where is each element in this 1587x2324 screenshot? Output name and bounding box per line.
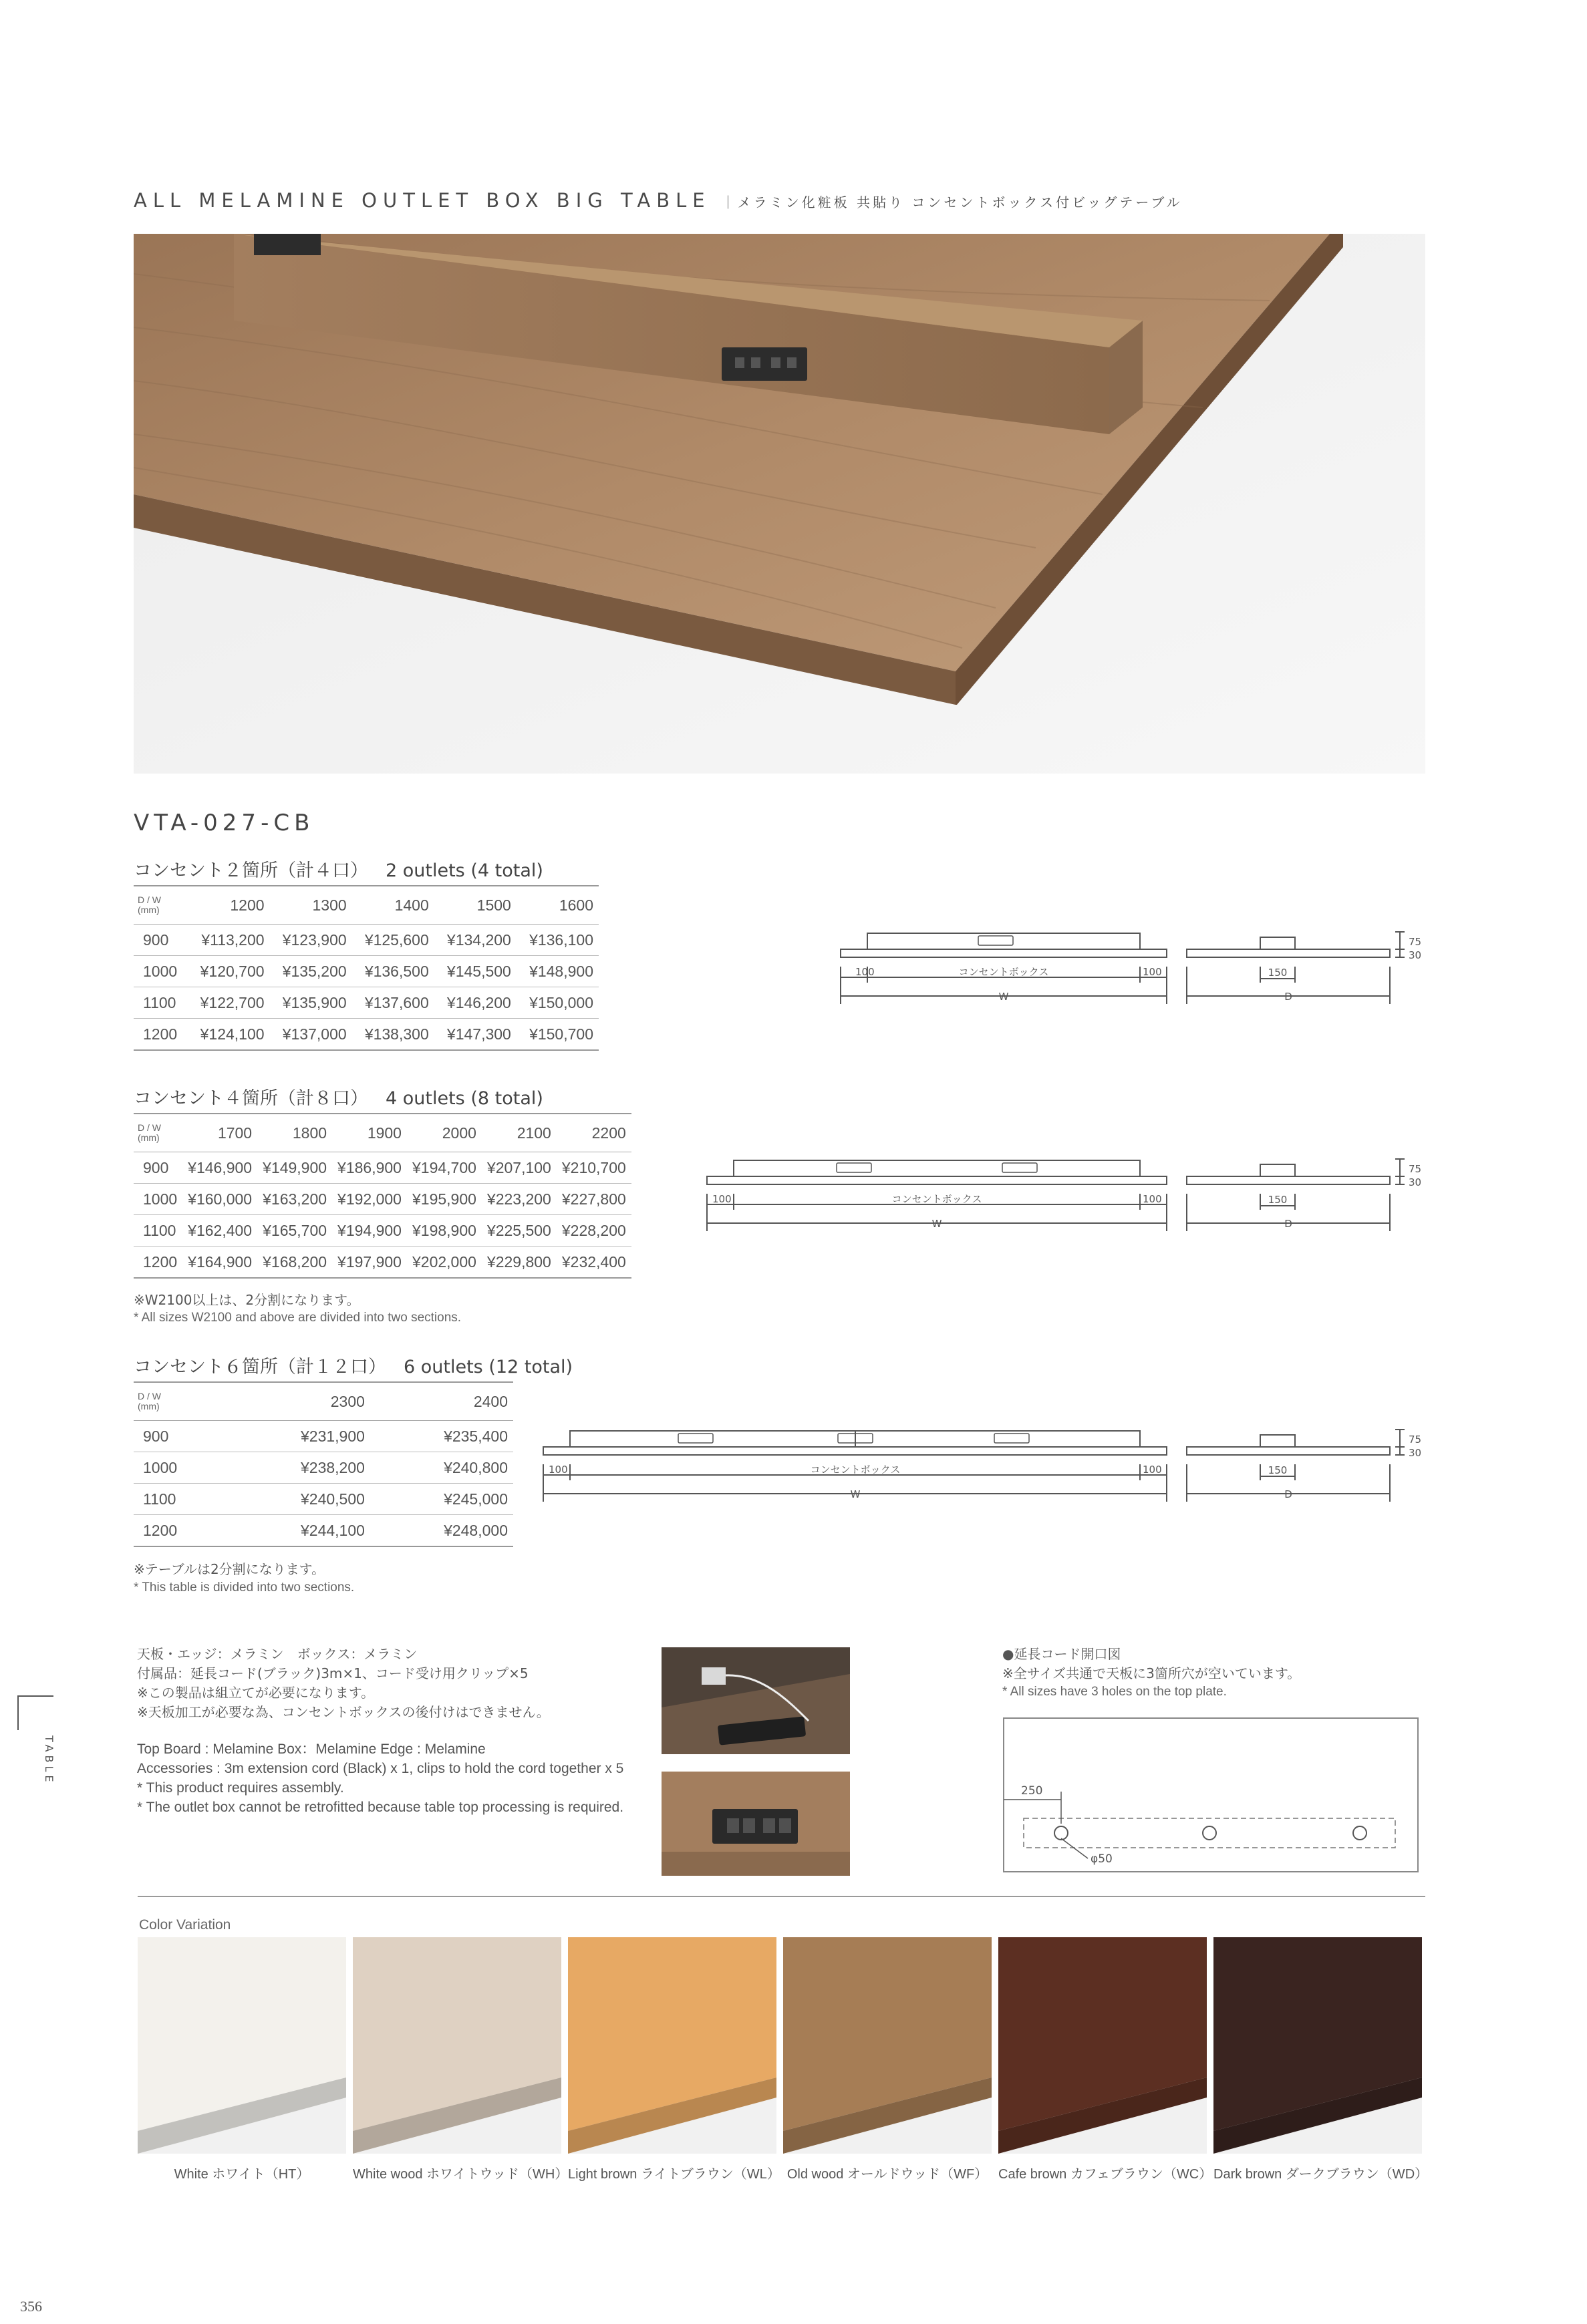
swatch-wc — [998, 1937, 1207, 2154]
width-header: 1700 — [182, 1114, 257, 1152]
charging-photo — [662, 1647, 850, 1754]
table-row: 1100 ¥122,700 ¥135,900 ¥137,600 ¥146,200 ¥150,000 — [134, 987, 599, 1019]
table-row: 900 ¥231,900 ¥235,400 — [134, 1421, 513, 1452]
svg-text:75: 75 — [1409, 936, 1422, 948]
svg-text:30: 30 — [1409, 1447, 1422, 1459]
table-row: 1000 ¥120,700 ¥135,200 ¥136,500 ¥145,500 ¥148,900 — [134, 956, 599, 987]
svg-text:コンセントボックス: コンセントボックス — [891, 1193, 982, 1205]
swatch-label: White wood ホワイトウッド（WH） — [353, 2167, 569, 2182]
section-heading-4-outlets: コンセント４箇所（計８口） 4 outlets (8 total) — [134, 1088, 543, 1109]
table-row: 1100 ¥162,400 ¥165,700 ¥194,900 ¥198,900 ¥225,500 ¥228,200 — [134, 1215, 631, 1247]
width-header: 2200 — [557, 1114, 631, 1152]
table-row: 1200 ¥164,900 ¥168,200 ¥197,900 ¥202,000 ¥229,800 ¥232,400 — [134, 1247, 631, 1279]
title-en: ALL MELAMINE OUTLET BOX BIG TABLE — [134, 189, 711, 212]
svg-text:D: D — [1284, 991, 1292, 1003]
table-row: 1000 ¥160,000 ¥163,200 ¥192,000 ¥195,900 ¥223,200 ¥227,800 — [134, 1184, 631, 1215]
swatch-wl — [568, 1937, 776, 2154]
dimension-diagram-4-outlets — [702, 1152, 1437, 1239]
svg-text:100: 100 — [1143, 1464, 1162, 1476]
width-header: 1200 — [187, 886, 269, 925]
section-heading-6-outlets: コンセント６箇所（計１２口） 6 outlets (12 total) — [134, 1357, 573, 1377]
specs-jp: 天板・エッジ：メラミン ボックス：メラミン 付属品：延長コード(ブラック)3m×1、コード受け用クリップ×5 ※この製品は組立てが必要になります。 ※天板加工が必要な為、コンセントボックスの後付けはできません。 — [137, 1646, 550, 1720]
swatch-wd — [1213, 1937, 1422, 2154]
side-tab-marker — [17, 1695, 53, 1730]
svg-text:コンセントボックス: コンセントボックス — [810, 1464, 901, 1476]
svg-text:150: 150 — [1268, 1464, 1288, 1476]
swatch-wf — [783, 1937, 992, 2154]
outlet-closeup-photo — [662, 1772, 850, 1876]
table-row: 1000 ¥238,200 ¥240,800 — [134, 1452, 513, 1484]
svg-text:100: 100 — [712, 1193, 732, 1205]
width-header: 1800 — [257, 1114, 332, 1152]
swatch-wh — [353, 1937, 561, 2154]
svg-text:D: D — [1284, 1218, 1292, 1230]
svg-text:75: 75 — [1409, 1163, 1422, 1175]
price-table-2-outlets — [134, 885, 599, 1051]
svg-text:W: W — [998, 991, 1009, 1003]
swatch-label: Cafe brown カフェブラウン（WC） — [998, 2167, 1213, 2182]
page-number: 356 — [20, 2298, 42, 2315]
width-header: 1400 — [352, 886, 434, 925]
page-title — [134, 189, 1183, 212]
holes-note-jp: ※全サイズ共通で天板に3箇所穴が空いています。 — [1002, 1665, 1301, 1681]
table-row: 1200 ¥244,100 ¥248,000 — [134, 1515, 513, 1547]
hero-table-photo — [134, 234, 1425, 774]
holes-note-en: * All sizes have 3 holes on the top plate. — [1002, 1685, 1227, 1699]
svg-text:30: 30 — [1409, 1176, 1422, 1188]
svg-text:250: 250 — [1021, 1784, 1043, 1798]
svg-text:100: 100 — [1143, 966, 1162, 978]
price-table-6-outlets — [134, 1381, 513, 1547]
svg-text:30: 30 — [1409, 949, 1422, 961]
svg-text:150: 150 — [1268, 967, 1288, 979]
model-number: VTA-027-CB — [134, 810, 315, 836]
width-header: 1500 — [434, 886, 517, 925]
dw-header: D / W (mm) — [134, 1114, 182, 1152]
width-header: 2000 — [407, 1114, 482, 1152]
swatch-label: Light brown ライトブラウン（WL） — [568, 2167, 780, 2182]
width-header: 1900 — [332, 1114, 407, 1152]
note-jp: ※テーブルは2分割になります。 — [134, 1561, 325, 1577]
title-jp: ｜メラミン化粧板 共貼り コンセントボックス付ビッグテーブル — [721, 194, 1183, 210]
table-row: 1200 ¥124,100 ¥137,000 ¥138,300 ¥147,300 ¥150,700 — [134, 1019, 599, 1051]
note-en: * All sizes W2100 and above are divided into two sections. — [134, 1311, 462, 1325]
svg-text:100: 100 — [1143, 1193, 1162, 1205]
specs-en: Top Board : Melamine Box：Melamine Edge : Melamine Accessories : 3m extension cord (Black) x 1, clips to hold the cord together x 5 * This product requires assembly. * The outlet box cannot be retrofitted because table top processing is required. — [137, 1741, 624, 1815]
color-variation-label: Color Variation — [139, 1917, 231, 1933]
swatch-ht — [138, 1937, 346, 2154]
svg-text:150: 150 — [1268, 1194, 1288, 1206]
svg-text:W: W — [931, 1218, 942, 1230]
note-jp: ※W2100以上は、2分割になります。 — [134, 1292, 360, 1308]
svg-text:φ50: φ50 — [1091, 1852, 1113, 1866]
note-en: * This table is divided into two sections. — [134, 1581, 355, 1595]
svg-text:W: W — [850, 1488, 861, 1500]
holes-heading: ●延長コード開口図 — [1002, 1646, 1121, 1662]
swatch-label: Old wood オールドウッド（WF） — [786, 2167, 988, 2182]
holes-diagram — [1002, 1717, 1420, 1877]
table-row: 900 ¥146,900 ¥149,900 ¥186,900 ¥194,700 ¥207,100 ¥210,700 — [134, 1152, 631, 1184]
table-row: 1100 ¥240,500 ¥245,000 — [134, 1484, 513, 1515]
dw-header: D / W (mm) — [134, 886, 187, 925]
width-header: 1300 — [270, 886, 352, 925]
width-header: 2300 — [227, 1382, 370, 1421]
table-row: 900 ¥113,200 ¥123,900 ¥125,600 ¥134,200 ¥136,100 — [134, 925, 599, 956]
width-header: 2100 — [482, 1114, 557, 1152]
price-table-4-outlets — [134, 1113, 631, 1279]
svg-text:D: D — [1284, 1488, 1292, 1500]
svg-text:100: 100 — [549, 1464, 568, 1476]
side-tab-label: TABLE — [43, 1735, 55, 1786]
dimension-diagram-6-outlets — [538, 1423, 1437, 1510]
dw-header: D / W (mm) — [134, 1382, 227, 1421]
svg-text:75: 75 — [1409, 1434, 1422, 1446]
svg-text:コンセントボックス: コンセントボックス — [958, 966, 1049, 978]
section-heading-2-outlets: コンセント２箇所（計４口） 2 outlets (4 total) — [134, 860, 543, 881]
width-header: 2400 — [370, 1382, 513, 1421]
swatch-label: Dark brown ダークブラウン（WD） — [1213, 2167, 1429, 2182]
swatch-label: White ホワイト（HT） — [174, 2167, 310, 2182]
width-header: 1600 — [517, 886, 599, 925]
divider — [138, 1896, 1425, 1897]
dimension-diagram-2-outlets — [835, 925, 1437, 1012]
svg-text:100: 100 — [855, 966, 875, 978]
